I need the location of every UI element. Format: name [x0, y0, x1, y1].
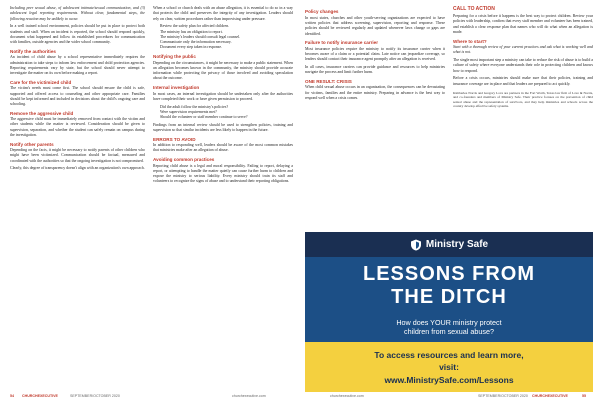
section-heading: Notify other parents — [10, 141, 54, 147]
paragraph: In most states, churches and other youth-serving organizations are expected to have written policies that address screening, supervision, reporting and response. These policies should be reviewed regularly and updated whenever laws change or gaps are identified. — [305, 15, 445, 36]
intro-paragraph: Including peer sexual abuse, of adolescent intimate/sexual communication, and (3) adolescent legal reporting requirements. Without clear, fundamental steps, the following reaction may be unlikely to occur. — [10, 6, 145, 21]
paragraph: When child sexual abuse occurs in an organization, the consequences can be devastating for victims, families and the entire ministry. Preparing in advance is the best way to respond well when a crisis comes. — [305, 85, 445, 100]
section-heading: Care for the victimized child — [10, 79, 72, 85]
footer-brand: CHURCHEXECUTIVE — [532, 394, 568, 398]
paragraph: The aggressive child must be immediately removed from contact with the victim and other students while the matter is reviewed. Consideration should be given to supervision, separation, and whether the student can safely remain on campus during the investigation. — [10, 117, 145, 138]
footer-site: churchexecutive.com — [330, 394, 364, 398]
list-item: • The ministry's leaders should consult legal counsel. — [160, 35, 293, 40]
ad-title-line: THE DITCH — [391, 286, 507, 308]
paragraph: Depending on the facts, it might be necessary to notify parents of other children who might have been victimized. Communication should be factual, measured and coordinated with the authorities so that the ongoing investigation is not compromised. — [10, 148, 145, 163]
author-bio: Kimberlee Norris and Gregory Love are partners in the Fort Worth, Texas law firm of Love & Norris, and co-founders and members of Ministry Safe. Their practice focuses on the prevention of child sexual abuse and the representation of survivors, and they help ministries and schools across the country develop effective safety systems. — [453, 90, 593, 109]
paragraph: In addition to responding well, leaders should be aware of the most common mistakes that ministries make after an allegation of abuse. — [153, 143, 293, 153]
paragraph: When a school or church deals with an abuse allegation, it is essential to do so in a way that protects the child and preserves the integrity of any investigation. Leaders should rely on clear, written procedures rather than improvising under pressure. — [153, 6, 293, 21]
paragraph: Depending on the circumstances, it might be necessary to make a public statement. When an allegation becomes known in the community, the ministry should provide accurate information while protecting the privacy of those involved and avoiding speculation about the outcome. — [153, 60, 293, 81]
page-footer — [0, 392, 600, 401]
paragraph: Before a crisis occurs, ministries should make sure that their policies, training and insurance coverage are in place and that leaders are prepared to act quickly. — [453, 76, 593, 86]
paragraph: The single most important step a ministry can take to reduce the risk of abuse is to build a culture of safety where everyone understands their role in protecting children and knows how to respond. — [453, 57, 593, 73]
section-heading: ONE RESULT: CRISIS — [305, 79, 352, 85]
section-heading: Failure to notify insurance carrier — [305, 40, 379, 46]
list-item: • Did the adult follow the ministry's policies? — [160, 105, 293, 110]
paragraph: Reporting child abuse is a legal and moral responsibility. Failing to report, delaying a report, or attempting to handle the matter quietly can cause further harm to children and expose the ministry to serious liability. Every ministry should train its staff and volunteers to recognize the signs of abuse and to understand their reporting obligations. — [153, 163, 293, 184]
ad-footer-band — [305, 342, 593, 392]
ad-question-line: How does YOUR ministry protect — [396, 318, 502, 327]
ad-title-line: LESSONS FROM — [362, 263, 535, 285]
section-heading: Where to start? — [453, 38, 487, 44]
paragraph: Most insurance policies require the ministry to notify its insurance carrier when it becomes aware of a claim or a potential claim. Late notice can jeopardize coverage, so leaders should contact their insurance agent promptly after an allegation is received. — [305, 46, 445, 62]
article-column-1 — [10, 6, 145, 386]
ad-cta-line: visit: — [439, 362, 459, 372]
paragraph: In most cases, an internal investigation should be undertaken only after the authorities have completed their work or have given permission to proceed. — [153, 91, 293, 101]
footer-brand: CHURCHEXECUTIVE — [22, 394, 58, 398]
section-heading: Notify the authorities — [10, 48, 56, 54]
paragraph: In all cases, insurance carriers can provide guidance and resources to help ministries navigate the process and limit further harm. — [305, 65, 445, 75]
bullet-list — [153, 105, 293, 121]
paragraph: Start with a thorough review of your current practices and ask what is working well and what is not. — [453, 44, 593, 55]
ad-url-link[interactable]: www.MinistrySafe.com/Lessons — [384, 375, 514, 385]
paragraph: The victim's needs must come first. The school should ensure the child is safe, supported and offered access to counseling and other appropriate care. Families should be kept informed and included in decisions about the child's ongoing care and schooling. — [10, 86, 145, 107]
section-heading: Avoiding common practices — [153, 157, 215, 163]
ad-question — [305, 318, 593, 336]
article-column-4 — [453, 6, 593, 226]
footer-issue: SEPTEMBER/OCTOBER 2020 — [478, 394, 528, 398]
paragraph: Preparing for a crisis before it happens is the best way to protect children. Review your policies with leadership, confirm that every staff member and volunteer has been trained, and establish a clear response plan that names who will do what when an allegation is made. — [453, 14, 593, 34]
section-heading: Notifying the public — [153, 54, 196, 60]
ad-cta-line: To access resources and learn more, — [374, 350, 524, 360]
footer-issue: SEPTEMBER/OCTOBER 2020 — [70, 394, 120, 398]
ad-question-line: children from sexual abuse? — [404, 327, 494, 336]
paragraph: Clearly, this degree of transparency doesn't align with an organization's own approach. — [10, 166, 145, 171]
ministry-safe-advertisement[interactable] — [305, 232, 593, 392]
page-number: 54 — [10, 394, 14, 398]
ad-header — [305, 232, 593, 257]
footer-site: churchexecutive.com — [232, 394, 266, 398]
article-column-3 — [305, 6, 445, 226]
page-number: 55 — [582, 394, 586, 398]
section-heading: Internal investigation — [153, 85, 200, 91]
list-item: • Communicate only the information necessary. — [160, 40, 293, 45]
call-to-action-heading: CALL TO ACTION — [453, 6, 495, 12]
list-item: • Were supervision requirements met? — [160, 110, 293, 115]
shield-icon — [410, 239, 422, 251]
list-item: • The ministry has an obligation to report. — [160, 30, 293, 35]
paragraph: In a well trained school environment, policies should be put in place to protect both students and staff. When an incident is reported, the school should respond quickly, document what happened and follow its established procedures for communication with families, outside agencies and the wider school community. — [10, 24, 145, 45]
list-item: • Document every step taken in response. — [160, 45, 293, 50]
paragraph: Findings from an internal review should be used to strengthen policies, training and supervision so that similar incidents are less likely to happen in the future. — [153, 122, 293, 133]
section-heading: Remove the aggressive child — [10, 110, 74, 116]
section-heading: ERRORS TO AVOID — [153, 136, 196, 142]
brand-logo: Ministry Safe — [425, 239, 489, 250]
paragraph: An incident of child abuse by a school representative immediately requires the administration to take steps to inform law enforcement and child protection agencies. Reporting requirements vary by state, but the school should never attempt to investigate the matter on its own before making a report. — [10, 55, 145, 76]
list-item: • Should the volunteer or staff member continue to serve? — [160, 115, 293, 120]
list-item: • Review the safety plan for affected children. — [160, 24, 293, 29]
article-column-2 — [153, 6, 293, 386]
section-heading: Policy changes — [305, 9, 339, 15]
bullet-list — [153, 24, 293, 50]
